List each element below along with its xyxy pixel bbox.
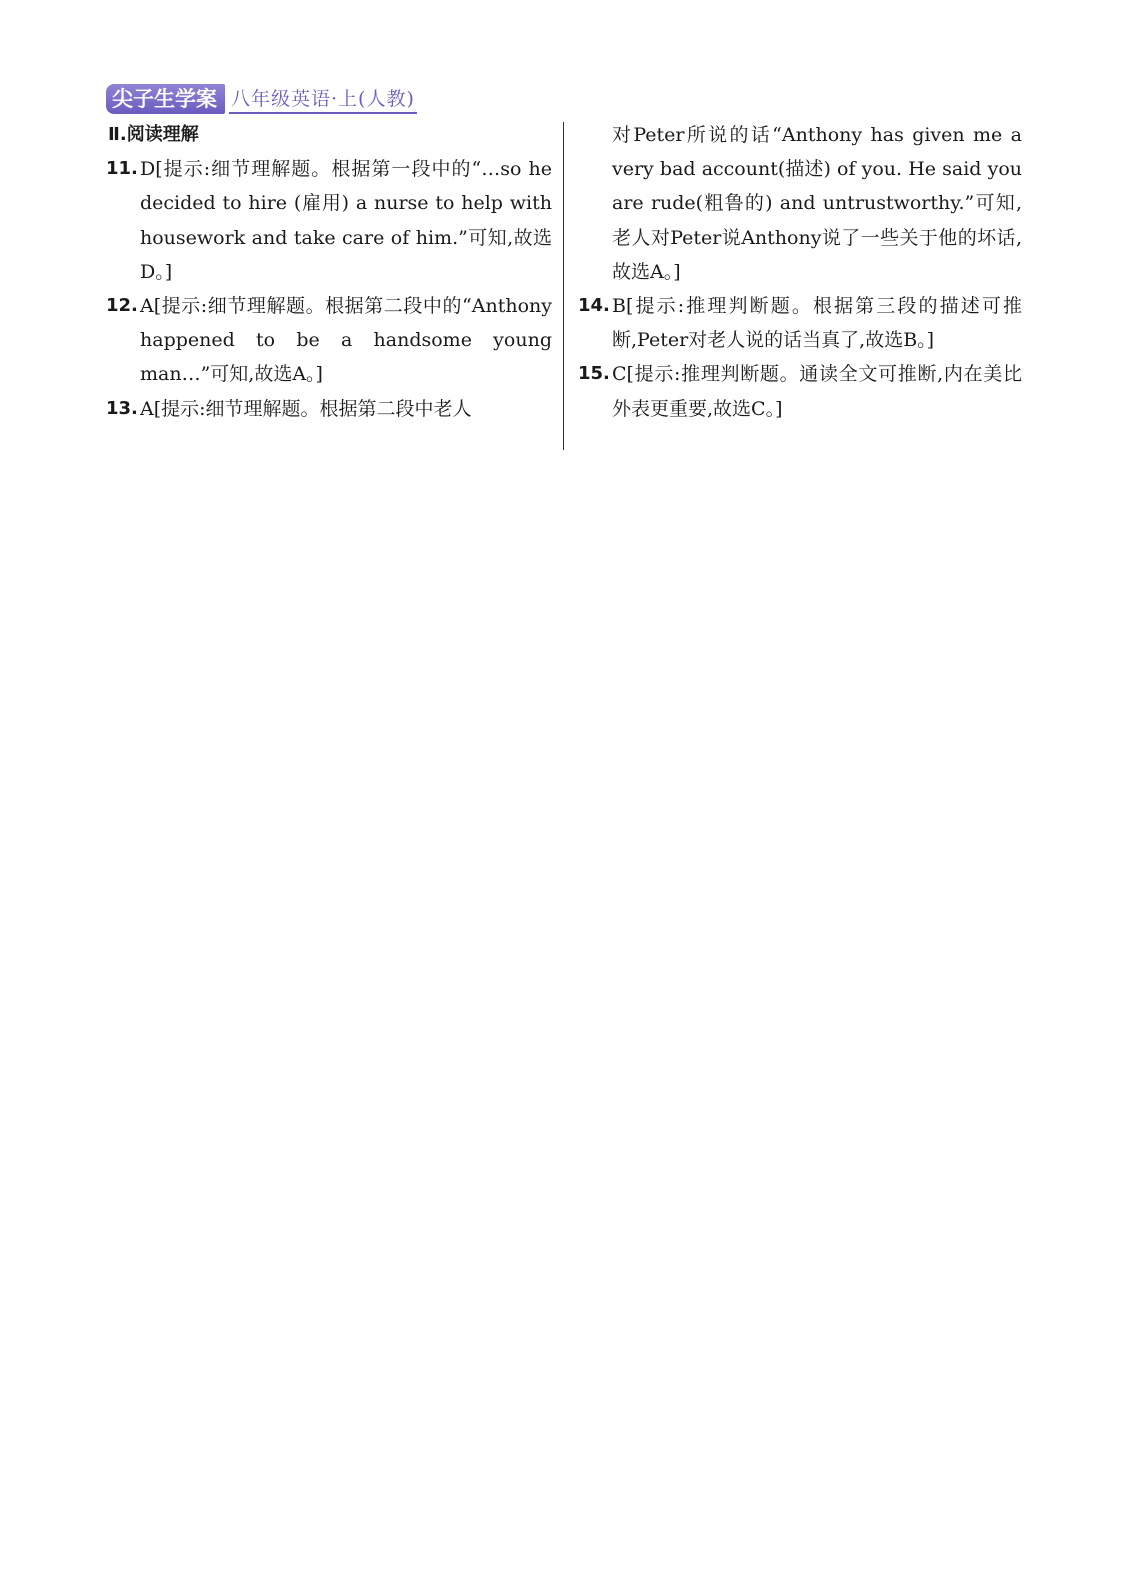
answer-item [106, 152, 552, 289]
column-divider [563, 122, 564, 450]
answer-number: 12. [106, 295, 138, 316]
answer-number: 11. [106, 158, 138, 180]
answer-item [578, 357, 1022, 425]
answer-item [106, 289, 552, 392]
left-column [106, 118, 552, 426]
page-header [106, 82, 417, 114]
book-title: 八年级英语·上(人教) [229, 87, 417, 114]
answer-number: 15. [578, 363, 610, 385]
answer-text: B[提示:推理判断题。根据第三段的描述可推断,Peter对老人说的话当真了,故选B。] [612, 295, 1022, 352]
answer-text: C[提示:推理判断题。通读全文可推断,内在美比外表更重要,故选C。] [612, 363, 1022, 420]
answer-text: D[提示:细节理解题。根据第一段中的“…so he decided to hire (雇用) a nurse to help with housework and take care of him.”可知,故选D。] [140, 158, 552, 283]
right-column [578, 118, 1022, 426]
answer-item [578, 289, 1022, 357]
brand-badge: 尖子生学案 [106, 84, 225, 114]
answer-text: A[提示:细节理解题。根据第二段中老人 [140, 397, 472, 420]
answer-number: 14. [578, 295, 610, 317]
answer-number: 13. [106, 397, 138, 419]
answer-text-continued: 对Peter所说的话“Anthony has given me a very bad account(描述) of you. He said you are rude(粗鲁的) and untrustworthy.”可知,老人对Peter说Anthony说了一些关于他的坏话,故选A。] [612, 124, 1022, 283]
answer-item [106, 392, 552, 426]
answer-text: A[提示:细节理解题。根据第二段中的“Anthony happened to be a handsome young man…”可知,故选A。] [140, 295, 552, 386]
section-title: Ⅱ.阅读理解 [108, 124, 199, 145]
